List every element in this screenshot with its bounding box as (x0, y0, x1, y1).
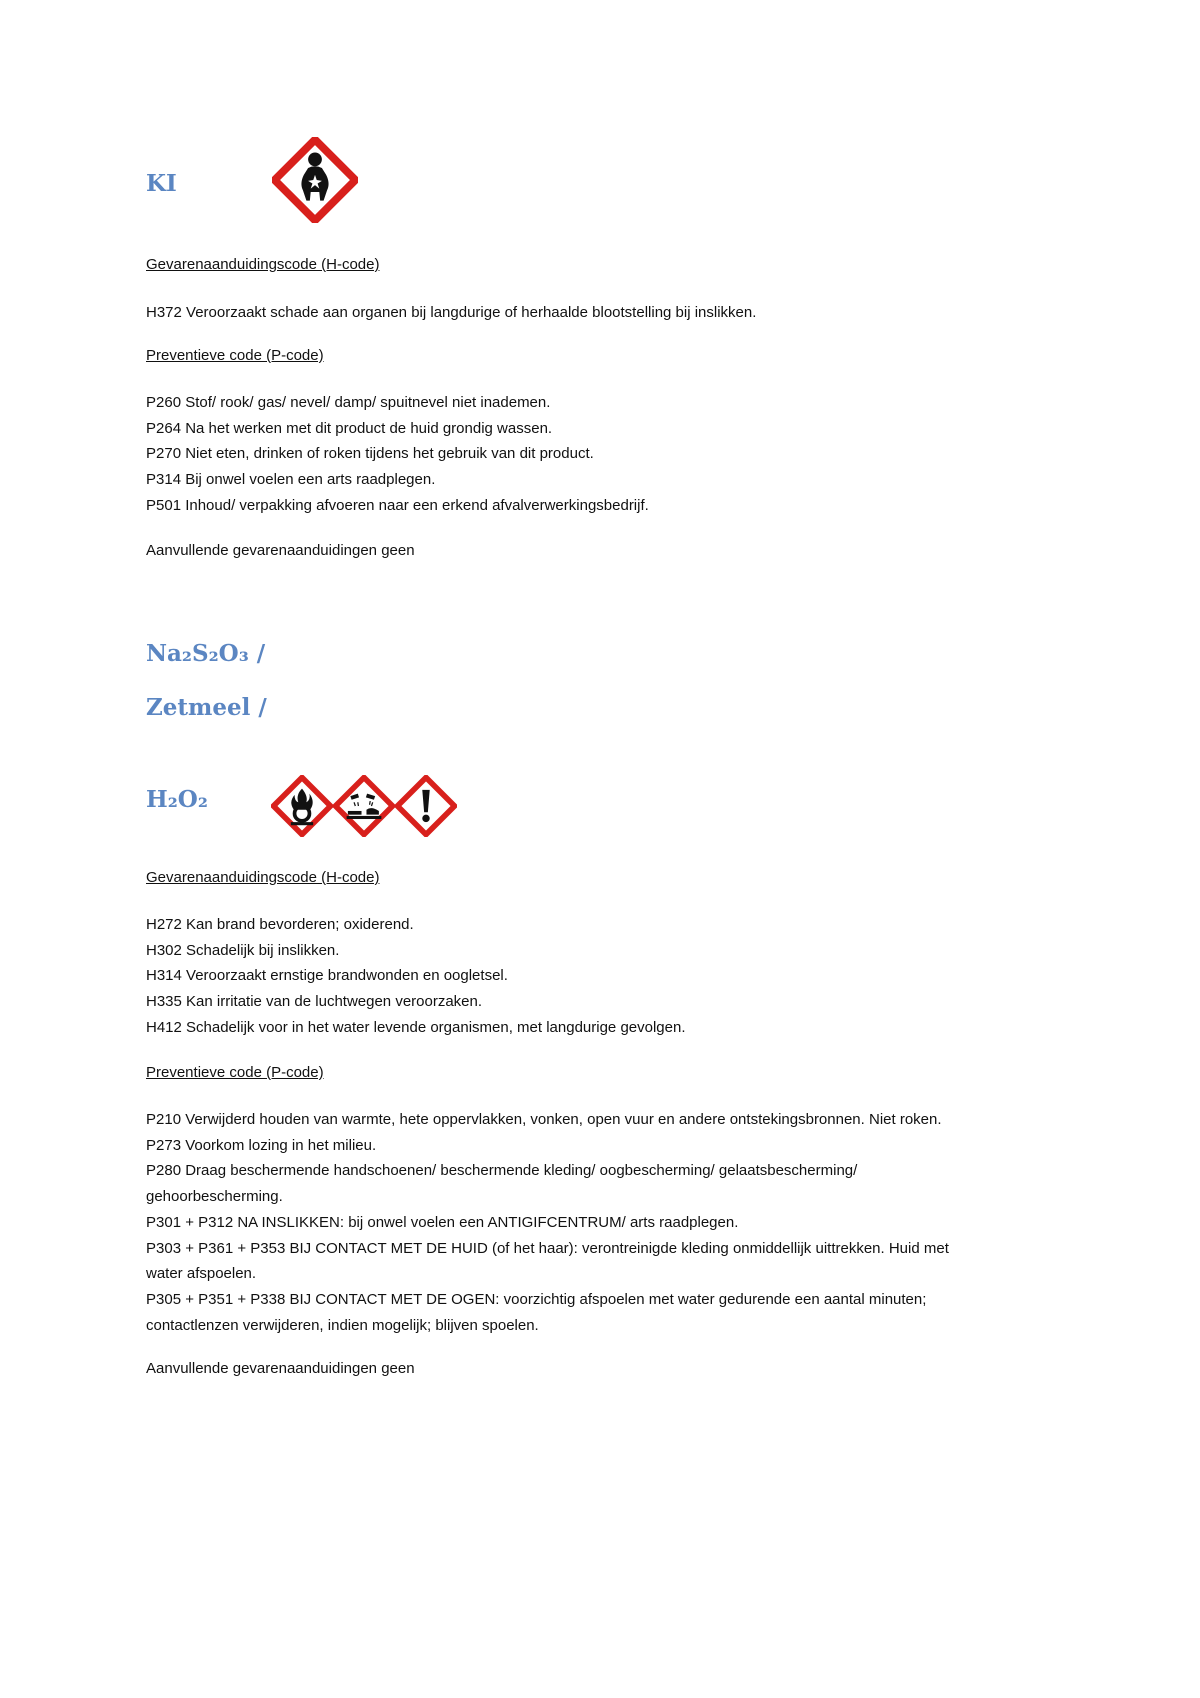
h-code-line: H412 Schadelijk voor in het water levende organismen, met langdurige gevolgen. (146, 1018, 686, 1036)
h-code-label-h2o2: Gevarenaanduidingscode (H-code) (146, 869, 380, 886)
extra-hazard-statement-h2o2: Aanvullende gevarenaanduidingen geen (146, 1360, 415, 1377)
p-code-line: P210 Verwijderd houden van warmte, hete oppervlakken, vonken, open vuur en andere ontstekingsbronnen. Niet roken. (146, 1111, 942, 1128)
p-code-line: P260 Stof/ rook/ gas/ nevel/ damp/ spuitnevel niet inademen. (146, 394, 551, 411)
formula-heading-ki: KI (146, 170, 177, 197)
pictogram-group-h2o2 (271, 775, 457, 837)
h-code-label-ki: Gevarenaanduidingscode (H-code) (146, 256, 380, 273)
corrosion-icon (333, 775, 395, 837)
p-code-line: P314 Bij onwel voelen een arts raadplegen. (146, 471, 436, 489)
p-code-line: P301 + P312 NA INSLIKKEN: bij onwel voelen een ANTIGIFCENTRUM/ arts raadplegen. (146, 1213, 739, 1231)
p-code-line: P270 Niet eten, drinken of roken tijdens het gebruik van dit product. (146, 445, 594, 463)
h-code-list-ki (146, 300, 1046, 326)
flame-over-circle-icon (271, 775, 333, 837)
p-code-line: P273 Voorkom lozing in het milieu. (146, 1136, 377, 1154)
p-code-line: P303 + P361 + P353 BIJ CONTACT MET DE HUID (of het haar): verontreinigde kleding onmiddellijk uittrekken. Huid met (146, 1239, 949, 1257)
formula-heading-zetmeel: Zetmeel / (146, 694, 267, 721)
exclamation-mark-icon (395, 775, 457, 837)
p-code-line: P501 Inhoud/ verpakking afvoeren naar een erkend afvalverwerkingsbedrijf. (146, 496, 649, 514)
p-code-list-ki (146, 390, 1046, 519)
p-code-line: P264 Na het werken met dit product de huid grondig wassen. (146, 419, 553, 437)
p-code-line: P305 + P351 + P338 BIJ CONTACT MET DE OGEN: voorzichtig afspoelen met water gedurende een aantal minuten; (146, 1290, 927, 1308)
p-code-label-ki: Preventieve code (P-code) (146, 347, 324, 364)
h-code-line: H314 Veroorzaakt ernstige brandwonden en oogletsel. (146, 967, 508, 985)
p-code-line: contactlenzen verwijderen, indien mogelijk; blijven spoelen. (146, 1316, 539, 1334)
p-code-line: P280 Draag beschermende handschoenen/ beschermende kleding/ oogbescherming/ gelaatsbescherming/ (146, 1162, 858, 1180)
h-code-line: H302 Schadelijk bij inslikken. (146, 941, 340, 959)
extra-hazard-statement-ki: Aanvullende gevarenaanduidingen geen (146, 542, 415, 559)
h-code-line: H272 Kan brand bevorderen; oxiderend. (146, 916, 414, 933)
h-code-line: H372 Veroorzaakt schade aan organen bij langdurige of herhaalde blootstelling bij inslikken. (146, 304, 757, 321)
health-hazard-icon (272, 137, 358, 223)
h-code-list-h2o2 (146, 912, 1046, 1041)
p-code-line: water afspoelen. (146, 1265, 257, 1283)
formula-heading-na2s2o3: Na₂S₂O₃ / (146, 640, 266, 667)
p-code-list-h2o2 (146, 1107, 1046, 1338)
h-code-line: H335 Kan irritatie van de luchtwegen veroorzaken. (146, 993, 483, 1011)
p-code-line: gehoorbescherming. (146, 1188, 283, 1206)
p-code-label-h2o2: Preventieve code (P-code) (146, 1064, 324, 1081)
pictogram-group-ki (272, 137, 358, 223)
formula-heading-h2o2: H₂O₂ (146, 786, 208, 813)
